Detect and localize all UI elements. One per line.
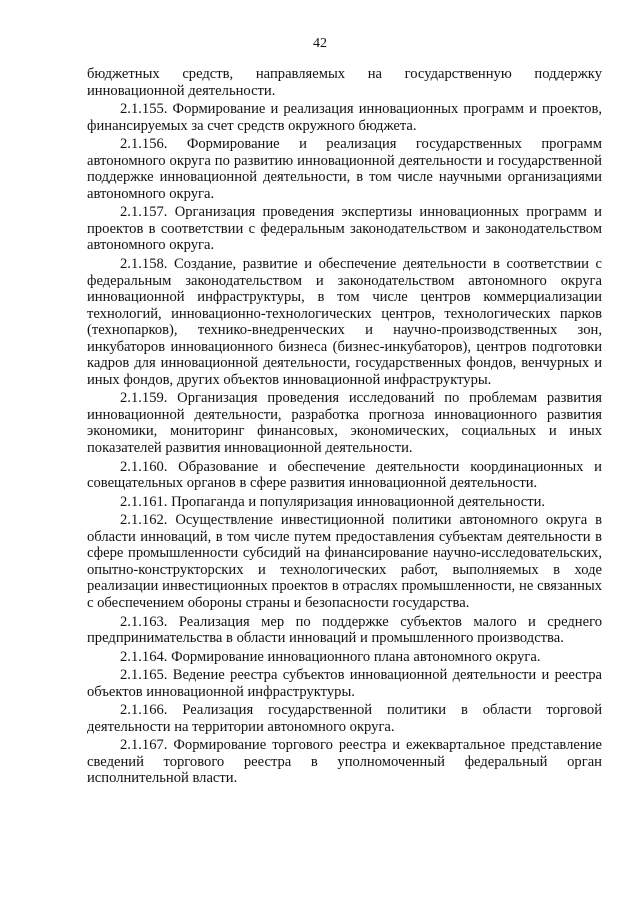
paragraph-2-1-159: 2.1.159. Организация проведения исследований по проблемам развития инновационной деятельности, разработка прогноза инновационного развития экономики, мониторинг финансовых, экономических, социальных и иных показателей развития инновационной деятельности.: [87, 390, 602, 457]
paragraph-2-1-166: 2.1.166. Реализация государственной политики в области торговой деятельности на территории автономного округа.: [87, 702, 602, 735]
paragraph-2-1-156: 2.1.156. Формирование и реализация государственных программ автономного округа по развитию инновационной деятельности и государственной поддержке инновационной деятельности, в том числе научными организациями автономного округа.: [87, 136, 602, 202]
paragraph-2-1-160: 2.1.160. Образование и обеспечение деятельности координационных и совещательных органов в сфере развития инновационной деятельности.: [87, 458, 602, 492]
paragraph-2-1-164: 2.1.164. Формирование инновационного плана автономного округа.: [120, 648, 541, 665]
paragraph-continuation: бюджетных средств, направляемых на государственную поддержку инновационной деятельности.: [87, 66, 602, 99]
paragraph-2-1-162: 2.1.162. Осуществление инвестиционной политики автономного округа в области инноваций, в том числе путем предоставления субъектам деятельности в сфере промышленности субсидий на финансирование научно-исследовательских, опытно-конструкторских и технологических работ, выполняемых в ходе реализации инвестиционных проектов в отраслях промышленности, не связанных с обеспечением обороны страны и безопасности государства.: [87, 512, 602, 611]
paragraph-2-1-165: 2.1.165. Ведение реестра субъектов инновационной деятельности и реестра объектов инновационной инфраструктуры.: [87, 667, 602, 700]
document-body: [87, 66, 602, 789]
paragraph-2-1-167: 2.1.167. Формирование торгового реестра и ежеквартальное представление сведений торгового реестра в уполномоченный федеральный орган исполнительной власти.: [87, 737, 602, 787]
paragraph-2-1-157: 2.1.157. Организация проведения экспертизы инновационных программ и проектов в соответствии с федеральным законодательством и законодательством автономного округа.: [87, 204, 602, 254]
paragraph-2-1-155: 2.1.155. Формирование и реализация инновационных программ и проектов, финансируемых за счет средств окружного бюджета.: [87, 101, 602, 134]
page-number: 42: [313, 36, 327, 51]
paragraph-2-1-161: 2.1.161. Пропаганда и популяризация инновационной деятельности.: [120, 493, 546, 510]
paragraph-2-1-163: 2.1.163. Реализация мер по поддержке субъектов малого и среднего предпринимательства в области инноваций и промышленного производства.: [87, 613, 602, 647]
paragraph-2-1-158: 2.1.158. Создание, развитие и обеспечение деятельности в соответствии с федеральным законодательством и законодательством автономного округа инновационной инфраструктуры, в том числе центров коммерциализации технологий, инновационно-технологических центров, технологических парков (технопарков), технико-внедренческих и научно-производственных зон, инкубаторов инновационного бизнеса (бизнес-инкубаторов), центров подготовки кадров для инновационной деятельности, государственных фондов, венчурных и иных фондов, других объектов инновационной инфраструктуры.: [87, 256, 602, 388]
